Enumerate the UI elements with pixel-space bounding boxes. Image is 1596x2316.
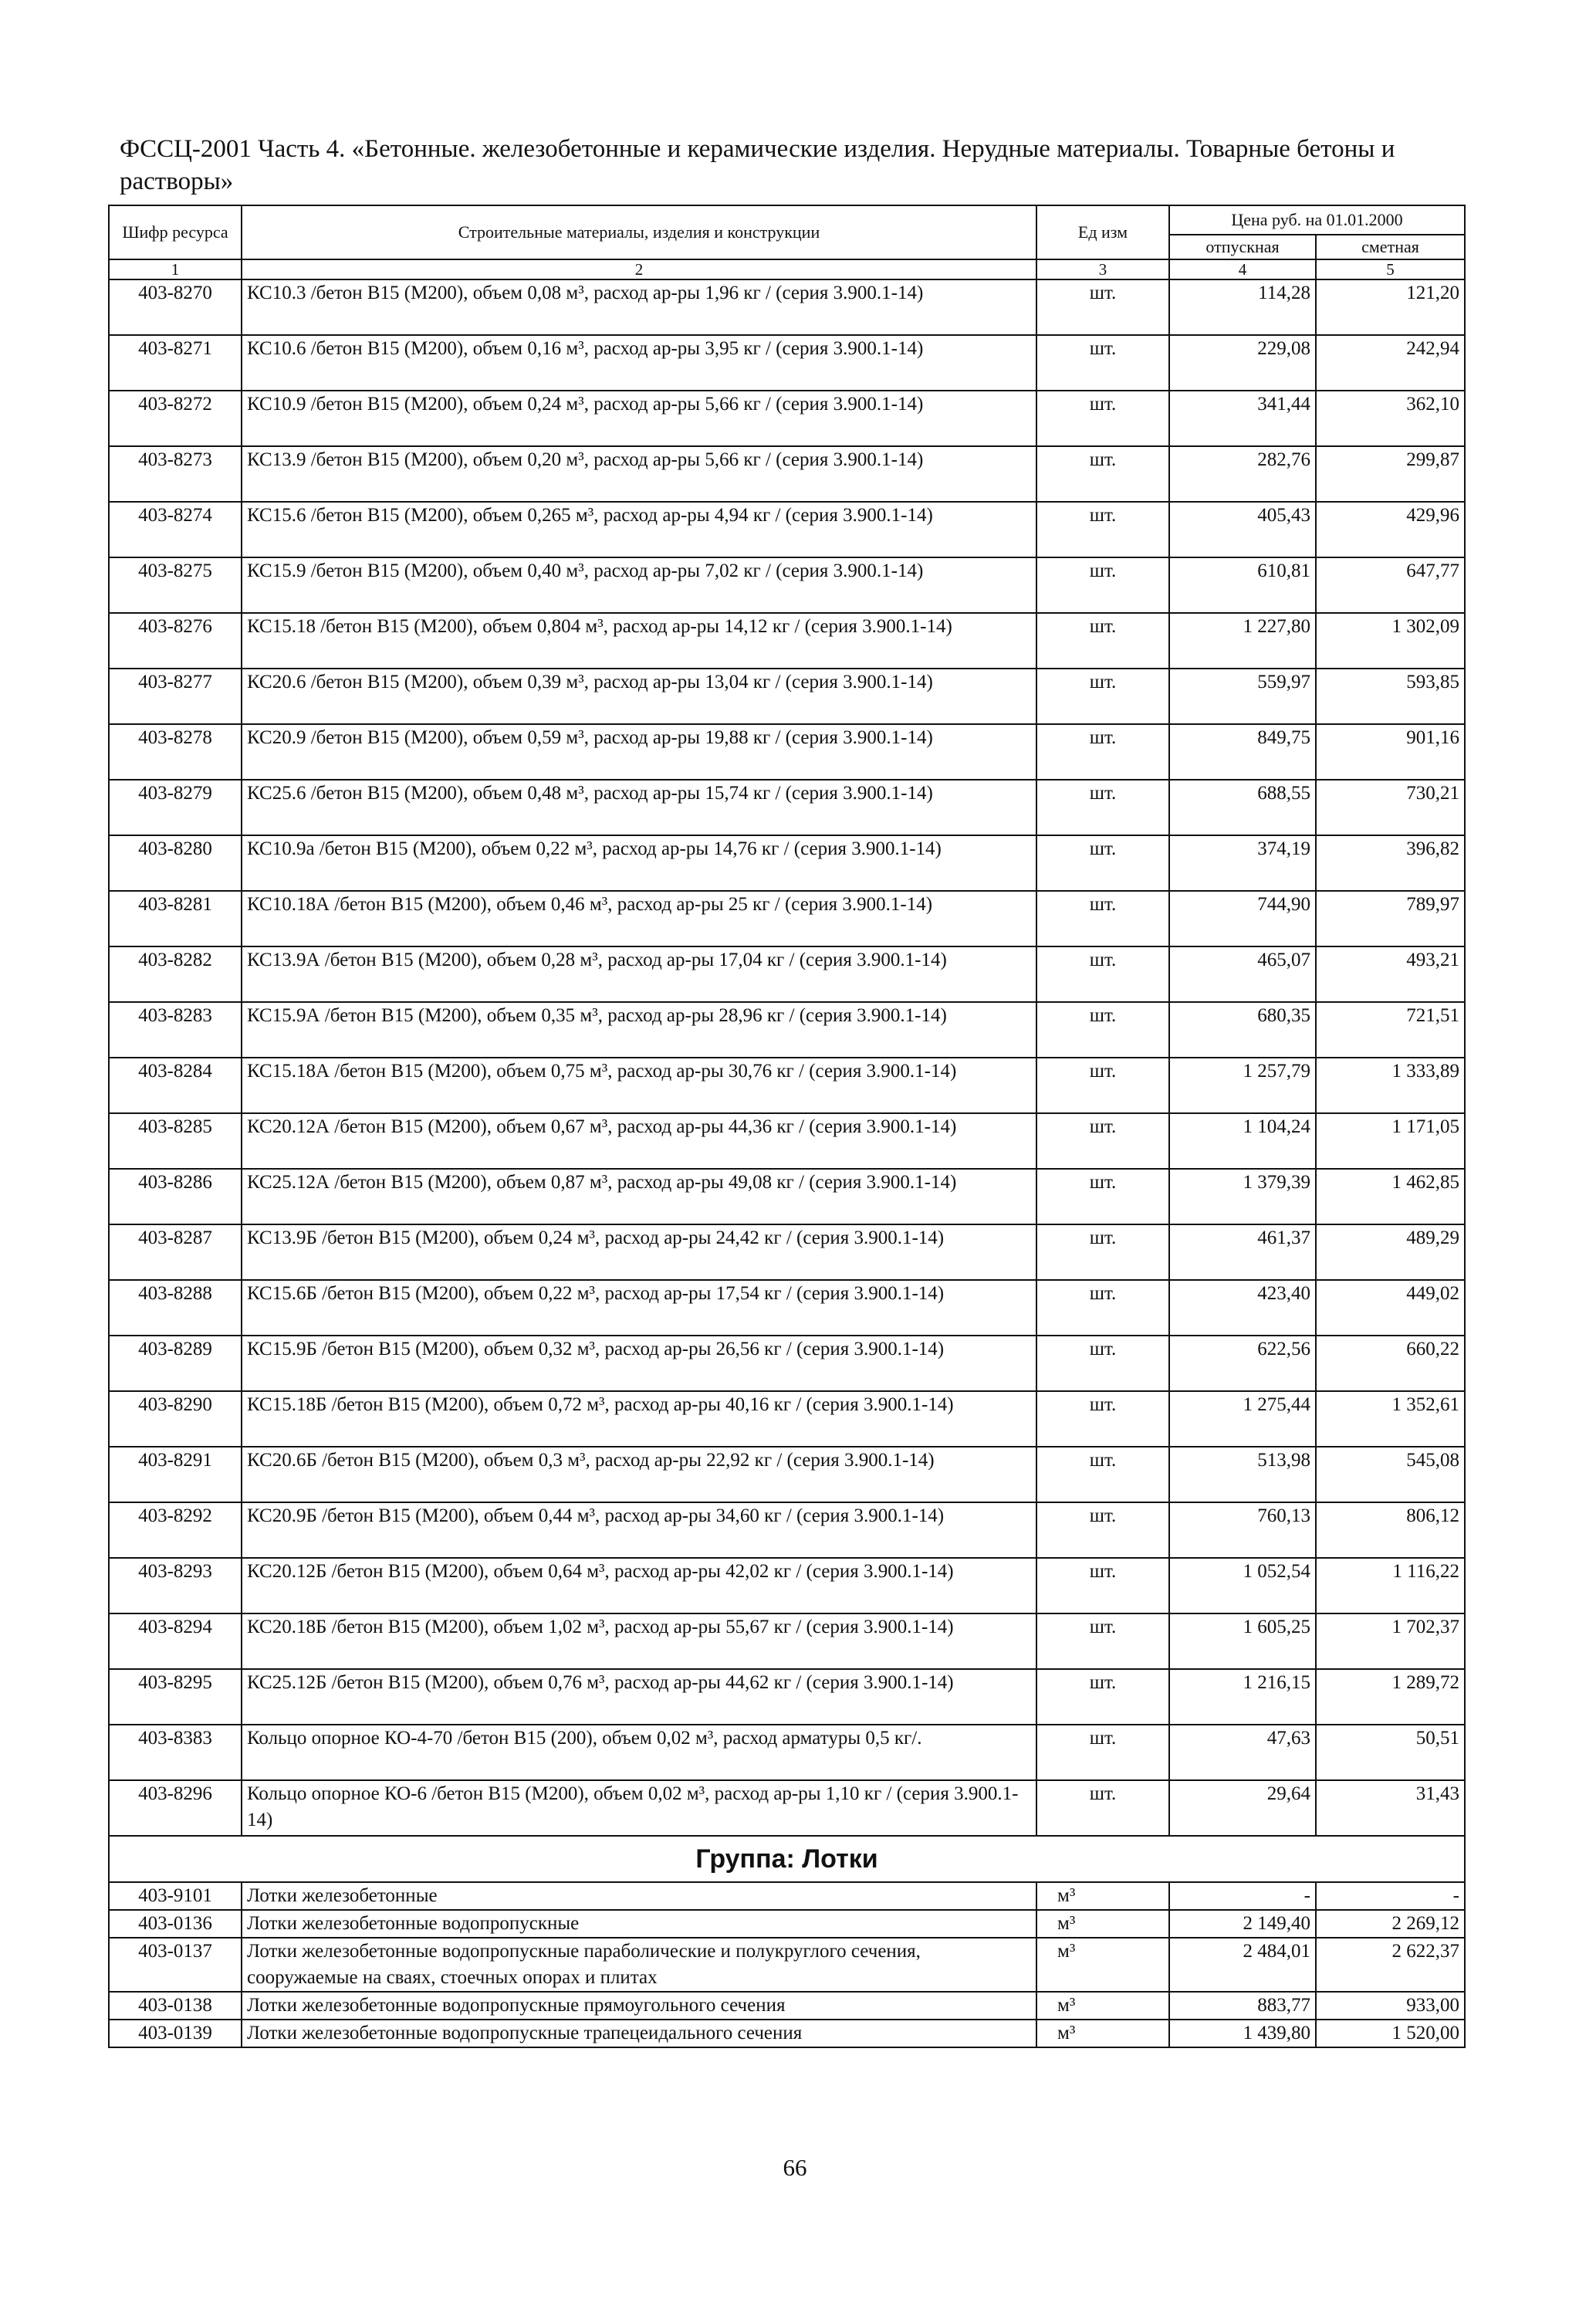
item-name: КС20.9 /бетон В15 (М200), объем 0,59 м³, расход ар-ры 19,88 кг / (серия 3.900.1-14) <box>242 724 1036 780</box>
release-price: 688,55 <box>1169 780 1316 835</box>
unit-cell: м³ <box>1036 2020 1169 2047</box>
unit-cell: м³ <box>1036 1910 1169 1938</box>
resource-code: 403-8277 <box>109 669 242 724</box>
unit-cell: шт. <box>1036 1725 1169 1780</box>
estimate-price: 647,77 <box>1316 557 1465 613</box>
item-name: КС20.12Б /бетон В15 (М200), объем 0,64 м³, расход ар-ры 42,02 кг / (серия 3.900.1-14) <box>242 1558 1036 1613</box>
estimate-price: 1 352,61 <box>1316 1391 1465 1447</box>
resource-code: 403-0138 <box>109 1992 242 2020</box>
release-price: 47,63 <box>1169 1725 1316 1780</box>
estimate-price: 789,97 <box>1316 891 1465 946</box>
estimate-price: 1 116,22 <box>1316 1558 1465 1613</box>
release-price: 1 052,54 <box>1169 1558 1316 1613</box>
estimate-price: - <box>1316 1882 1465 1910</box>
release-price: 114,28 <box>1169 279 1316 335</box>
estimate-price: 121,20 <box>1316 279 1465 335</box>
table-row <box>109 891 1465 946</box>
resource-code: 403-8286 <box>109 1169 242 1224</box>
item-name: Лотки железобетонные водопропускные прямоугольного сечения <box>242 1992 1036 2020</box>
table-row <box>109 1558 1465 1613</box>
column-number: 2 <box>242 259 1036 279</box>
unit-cell: шт. <box>1036 780 1169 835</box>
release-price: 229,08 <box>1169 335 1316 391</box>
resource-code: 403-8284 <box>109 1058 242 1113</box>
item-name: КС25.6 /бетон В15 (М200), объем 0,48 м³, расход ар-ры 15,74 кг / (серия 3.900.1-14) <box>242 780 1036 835</box>
resource-code: 403-8273 <box>109 446 242 502</box>
release-price: 29,64 <box>1169 1780 1316 1836</box>
resource-code: 403-8281 <box>109 891 242 946</box>
resource-code: 403-8270 <box>109 279 242 335</box>
item-name: КС20.6Б /бетон В15 (М200), объем 0,3 м³, расход ар-ры 22,92 кг / (серия 3.900.1-14) <box>242 1447 1036 1502</box>
table-row <box>109 1780 1465 1836</box>
table-row <box>109 613 1465 669</box>
unit-cell: шт. <box>1036 724 1169 780</box>
estimate-price: 1 520,00 <box>1316 2020 1465 2047</box>
estimate-price: 31,43 <box>1316 1780 1465 1836</box>
unit-cell: шт. <box>1036 557 1169 613</box>
table-row <box>109 1882 1465 1910</box>
estimate-price: 449,02 <box>1316 1280 1465 1336</box>
unit-cell: шт. <box>1036 1502 1169 1558</box>
item-name: Лотки железобетонные водопропускные <box>242 1910 1036 1938</box>
item-name: КС25.12А /бетон В15 (М200), объем 0,87 м³, расход ар-ры 49,08 кг / (серия 3.900.1-14) <box>242 1169 1036 1224</box>
table-row <box>109 1447 1465 1502</box>
item-name: КС10.9 /бетон В15 (М200), объем 0,24 м³, расход ар-ры 5,66 кг / (серия 3.900.1-14) <box>242 391 1036 446</box>
header-code: Шифр ресурса <box>109 205 242 259</box>
estimate-price: 1 289,72 <box>1316 1669 1465 1725</box>
resource-code: 403-8290 <box>109 1391 242 1447</box>
estimate-price: 1 462,85 <box>1316 1169 1465 1224</box>
unit-cell: шт. <box>1036 1058 1169 1113</box>
release-price: 465,07 <box>1169 946 1316 1002</box>
resource-code: 403-0139 <box>109 2020 242 2047</box>
release-price: 760,13 <box>1169 1502 1316 1558</box>
item-name: Кольцо опорное КО-4-70 /бетон В15 (200), объем 0,02 м³, расход арматуры 0,5 кг/. <box>242 1725 1036 1780</box>
estimate-price: 806,12 <box>1316 1502 1465 1558</box>
item-name: Лотки железобетонные <box>242 1882 1036 1910</box>
unit-cell: шт. <box>1036 1169 1169 1224</box>
unit-cell: шт. <box>1036 391 1169 446</box>
release-price: 405,43 <box>1169 502 1316 557</box>
unit-cell: шт. <box>1036 1336 1169 1391</box>
release-price: 744,90 <box>1169 891 1316 946</box>
column-number: 5 <box>1316 259 1465 279</box>
unit-cell: шт. <box>1036 835 1169 891</box>
item-name: КС13.9А /бетон В15 (М200), объем 0,28 м³, расход ар-ры 17,04 кг / (серия 3.900.1-14) <box>242 946 1036 1002</box>
table-row <box>109 780 1465 835</box>
estimate-price: 901,16 <box>1316 724 1465 780</box>
table-row <box>109 1058 1465 1113</box>
estimate-price: 429,96 <box>1316 502 1465 557</box>
release-price: 1 605,25 <box>1169 1613 1316 1669</box>
item-name: КС15.6Б /бетон В15 (М200), объем 0,22 м³, расход ар-ры 17,54 кг / (серия 3.900.1-14) <box>242 1280 1036 1336</box>
estimate-price: 721,51 <box>1316 1002 1465 1058</box>
resource-code: 403-8280 <box>109 835 242 891</box>
header-price: Цена руб. на 01.01.2000 <box>1169 205 1465 235</box>
release-price: 622,56 <box>1169 1336 1316 1391</box>
release-price: 423,40 <box>1169 1280 1316 1336</box>
unit-cell: шт. <box>1036 946 1169 1002</box>
estimate-price: 545,08 <box>1316 1447 1465 1502</box>
release-price: 2 149,40 <box>1169 1910 1316 1938</box>
unit-cell: м³ <box>1036 1938 1169 1992</box>
estimate-price: 1 702,37 <box>1316 1613 1465 1669</box>
item-name: КС15.18Б /бетон В15 (М200), объем 0,72 м³, расход ар-ры 40,16 кг / (серия 3.900.1-14) <box>242 1391 1036 1447</box>
release-price: 513,98 <box>1169 1447 1316 1502</box>
table-row <box>109 1336 1465 1391</box>
item-name: КС15.9А /бетон В15 (М200), объем 0,35 м³, расход ар-ры 28,96 кг / (серия 3.900.1-14) <box>242 1002 1036 1058</box>
estimate-price: 242,94 <box>1316 335 1465 391</box>
resource-code: 403-8285 <box>109 1113 242 1169</box>
release-price: 610,81 <box>1169 557 1316 613</box>
column-numbers-row <box>109 259 1465 279</box>
item-name: КС10.3 /бетон В15 (М200), объем 0,08 м³, расход ар-ры 1,96 кг / (серия 3.900.1-14) <box>242 279 1036 335</box>
resource-code: 403-8271 <box>109 335 242 391</box>
item-name: КС10.9а /бетон В15 (М200), объем 0,22 м³, расход ар-ры 14,76 кг / (серия 3.900.1-14) <box>242 835 1036 891</box>
resource-code: 403-8294 <box>109 1613 242 1669</box>
unit-cell: шт. <box>1036 1669 1169 1725</box>
table-row <box>109 1113 1465 1169</box>
unit-cell: шт. <box>1036 1613 1169 1669</box>
table-row <box>109 1224 1465 1280</box>
unit-cell: шт. <box>1036 502 1169 557</box>
resource-code: 403-8292 <box>109 1502 242 1558</box>
table-row <box>109 335 1465 391</box>
header-estimate: сметная <box>1316 235 1465 259</box>
item-name: КС15.6 /бетон В15 (М200), объем 0,265 м³, расход ар-ры 4,94 кг / (серия 3.900.1-14) <box>242 502 1036 557</box>
resource-code: 403-8296 <box>109 1780 242 1836</box>
table-row <box>109 1613 1465 1669</box>
table-row <box>109 1002 1465 1058</box>
unit-cell: шт. <box>1036 891 1169 946</box>
resource-code: 403-8287 <box>109 1224 242 1280</box>
page-title: ФССЦ-2001 Часть 4. «Бетонные. железобетонные и керамические изделия. Нерудные материалы. Товарные бетоны и растворы» <box>120 135 1395 195</box>
table-row <box>109 1669 1465 1725</box>
item-name: КС15.18А /бетон В15 (М200), объем 0,75 м³, расход ар-ры 30,76 кг / (серия 3.900.1-14) <box>242 1058 1036 1113</box>
release-price: 1 104,24 <box>1169 1113 1316 1169</box>
table-row <box>109 1910 1465 1938</box>
unit-cell: шт. <box>1036 1113 1169 1169</box>
resource-code: 403-8291 <box>109 1447 242 1502</box>
release-price: 849,75 <box>1169 724 1316 780</box>
release-price: 1 439,80 <box>1169 2020 1316 2047</box>
estimate-price: 1 333,89 <box>1316 1058 1465 1113</box>
group-items-body <box>109 1882 1465 2047</box>
table-row <box>109 724 1465 780</box>
item-name: КС20.9Б /бетон В15 (М200), объем 0,44 м³, расход ар-ры 34,60 кг / (серия 3.900.1-14) <box>242 1502 1036 1558</box>
release-price: 341,44 <box>1169 391 1316 446</box>
resource-code: 403-8272 <box>109 391 242 446</box>
item-name: КС20.6 /бетон В15 (М200), объем 0,39 м³, расход ар-ры 13,04 кг / (серия 3.900.1-14) <box>242 669 1036 724</box>
unit-cell: шт. <box>1036 1002 1169 1058</box>
item-name: КС15.18 /бетон В15 (М200), объем 0,804 м³, расход ар-ры 14,12 кг / (серия 3.900.1-14) <box>242 613 1036 669</box>
table-row <box>109 2020 1465 2047</box>
item-name: КС20.12А /бетон В15 (М200), объем 0,67 м³, расход ар-ры 44,36 кг / (серия 3.900.1-14) <box>242 1113 1036 1169</box>
item-name: Кольцо опорное КО-6 /бетон В15 (М200), объем 0,02 м³, расход ар-ры 1,10 кг / (серия 3.900.1-14) <box>242 1780 1036 1836</box>
resource-code: 403-8278 <box>109 724 242 780</box>
header-release: отпускная <box>1169 235 1316 259</box>
release-price: 1 216,15 <box>1169 1669 1316 1725</box>
table-row <box>109 391 1465 446</box>
item-name: КС15.9Б /бетон В15 (М200), объем 0,32 м³, расход ар-ры 26,56 кг / (серия 3.900.1-14) <box>242 1336 1036 1391</box>
resource-code: 403-8274 <box>109 502 242 557</box>
items-body <box>109 279 1465 1836</box>
release-price: 374,19 <box>1169 835 1316 891</box>
unit-cell: м³ <box>1036 1882 1169 1910</box>
header-unit: Ед изм <box>1036 205 1169 259</box>
item-name: КС13.9Б /бетон В15 (М200), объем 0,24 м³, расход ар-ры 24,42 кг / (серия 3.900.1-14) <box>242 1224 1036 1280</box>
group-title: Группа: Лотки <box>109 1836 1465 1882</box>
unit-cell: шт. <box>1036 1780 1169 1836</box>
table-row <box>109 1169 1465 1224</box>
table-row <box>109 946 1465 1002</box>
estimate-price: 50,51 <box>1316 1725 1465 1780</box>
estimate-price: 299,87 <box>1316 446 1465 502</box>
resource-code: 403-8282 <box>109 946 242 1002</box>
release-price: 2 484,01 <box>1169 1938 1316 1992</box>
item-name: КС13.9 /бетон В15 (М200), объем 0,20 м³, расход ар-ры 5,66 кг / (серия 3.900.1-14) <box>242 446 1036 502</box>
estimate-price: 593,85 <box>1316 669 1465 724</box>
resource-code: 403-9101 <box>109 1882 242 1910</box>
release-price: 461,37 <box>1169 1224 1316 1280</box>
resource-code: 403-8283 <box>109 1002 242 1058</box>
header-name: Строительные материалы, изделия и конструкции <box>242 205 1036 259</box>
table-row <box>109 502 1465 557</box>
release-price: 1 257,79 <box>1169 1058 1316 1113</box>
estimate-price: 396,82 <box>1316 835 1465 891</box>
unit-cell: шт. <box>1036 446 1169 502</box>
estimate-price: 362,10 <box>1316 391 1465 446</box>
table-row <box>109 1280 1465 1336</box>
resource-code: 403-8279 <box>109 780 242 835</box>
unit-cell: шт. <box>1036 1391 1169 1447</box>
item-name: Лотки железобетонные водопропускные параболические и полукруглого сечения, сооружаемые на сваях, стоечных опорах и плитах <box>242 1938 1036 1992</box>
resource-code: 403-0136 <box>109 1910 242 1938</box>
resource-code: 403-8276 <box>109 613 242 669</box>
release-price: 559,97 <box>1169 669 1316 724</box>
table-row <box>109 279 1465 335</box>
table-row <box>109 446 1465 502</box>
column-number: 4 <box>1169 259 1316 279</box>
table-row <box>109 669 1465 724</box>
release-price: - <box>1169 1882 1316 1910</box>
table-row <box>109 1502 1465 1558</box>
estimate-price: 660,22 <box>1316 1336 1465 1391</box>
resource-code: 403-8293 <box>109 1558 242 1613</box>
column-number: 3 <box>1036 259 1169 279</box>
estimate-price: 2 622,37 <box>1316 1938 1465 1992</box>
estimate-price: 493,21 <box>1316 946 1465 1002</box>
item-name: КС20.18Б /бетон В15 (М200), объем 1,02 м³, расход ар-ры 55,67 кг / (серия 3.900.1-14) <box>242 1613 1036 1669</box>
item-name: КС25.12Б /бетон В15 (М200), объем 0,76 м³, расход ар-ры 44,62 кг / (серия 3.900.1-14) <box>242 1669 1036 1725</box>
estimate-price: 933,00 <box>1316 1992 1465 2020</box>
item-name: КС10.6 /бетон В15 (М200), объем 0,16 м³, расход ар-ры 3,95 кг / (серия 3.900.1-14) <box>242 335 1036 391</box>
table-row <box>109 1992 1465 2020</box>
estimate-price: 1 302,09 <box>1316 613 1465 669</box>
resource-code: 403-8275 <box>109 557 242 613</box>
resource-code: 403-0137 <box>109 1938 242 1992</box>
unit-cell: м³ <box>1036 1992 1169 2020</box>
column-number: 1 <box>109 259 242 279</box>
release-price: 282,76 <box>1169 446 1316 502</box>
unit-cell: шт. <box>1036 279 1169 335</box>
resource-code: 403-8289 <box>109 1336 242 1391</box>
unit-cell: шт. <box>1036 1224 1169 1280</box>
group-row <box>109 1836 1465 1882</box>
estimate-price: 730,21 <box>1316 780 1465 835</box>
unit-cell: шт. <box>1036 1447 1169 1502</box>
unit-cell: шт. <box>1036 1280 1169 1336</box>
release-price: 680,35 <box>1169 1002 1316 1058</box>
unit-cell: шт. <box>1036 669 1169 724</box>
price-table <box>108 205 1466 2048</box>
table-row <box>109 1938 1465 1992</box>
release-price: 1 379,39 <box>1169 1169 1316 1224</box>
release-price: 883,77 <box>1169 1992 1316 2020</box>
estimate-price: 489,29 <box>1316 1224 1465 1280</box>
estimate-price: 2 269,12 <box>1316 1910 1465 1938</box>
release-price: 1 227,80 <box>1169 613 1316 669</box>
item-name: Лотки железобетонные водопропускные трапецеидального сечения <box>242 2020 1036 2047</box>
resource-code: 403-8383 <box>109 1725 242 1780</box>
unit-cell: шт. <box>1036 1558 1169 1613</box>
table-row <box>109 835 1465 891</box>
estimate-price: 1 171,05 <box>1316 1113 1465 1169</box>
item-name: КС15.9 /бетон В15 (М200), объем 0,40 м³, расход ар-ры 7,02 кг / (серия 3.900.1-14) <box>242 557 1036 613</box>
table-row <box>109 1725 1465 1780</box>
release-price: 1 275,44 <box>1169 1391 1316 1447</box>
table-row <box>109 557 1465 613</box>
unit-cell: шт. <box>1036 335 1169 391</box>
page-number: 66 <box>783 2154 807 2181</box>
unit-cell: шт. <box>1036 613 1169 669</box>
item-name: КС10.18А /бетон В15 (М200), объем 0,46 м³, расход ар-ры 25 кг / (серия 3.900.1-14) <box>242 891 1036 946</box>
resource-code: 403-8295 <box>109 1669 242 1725</box>
resource-code: 403-8288 <box>109 1280 242 1336</box>
table-row <box>109 1391 1465 1447</box>
